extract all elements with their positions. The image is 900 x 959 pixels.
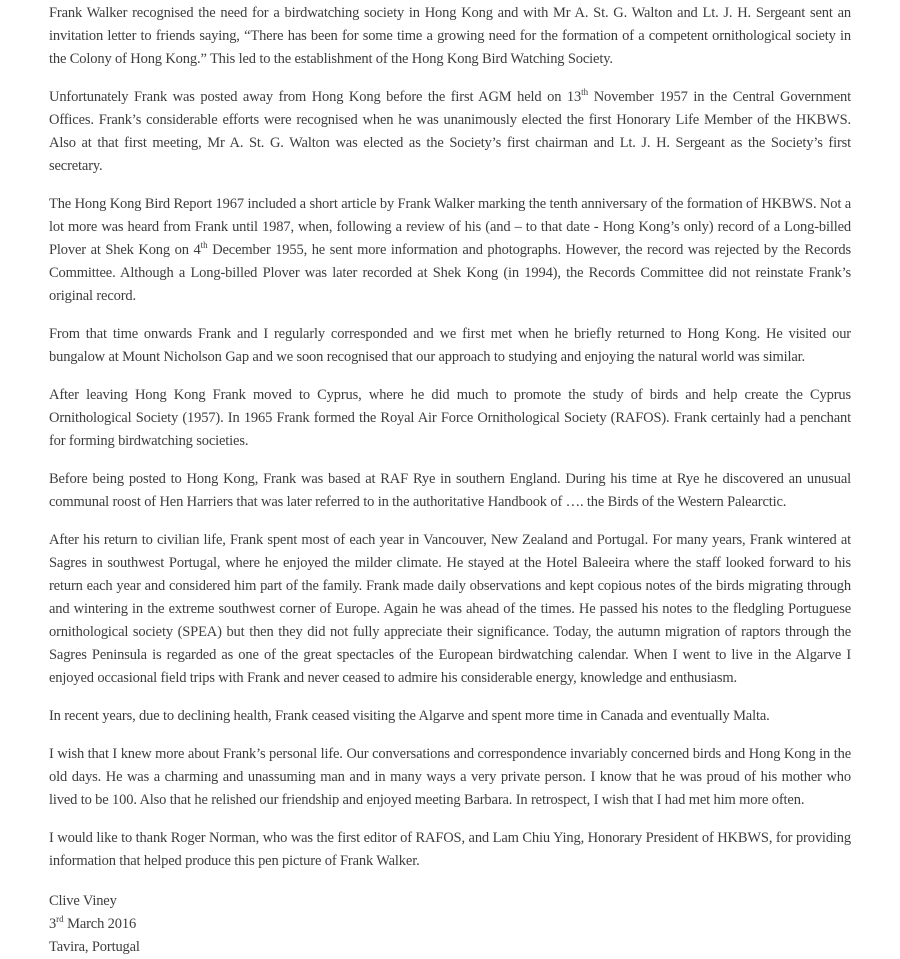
paragraph [49,529,855,690]
document-body [49,2,855,873]
text-run: Before being posted to Hong Kong, Frank was based at RAF Rye in southern England. During his time at Rye he discovered an unusual communal roost of Hen Harriers that was later referred to in the authoritative Handbook of …. the Birds of the Western Palearctic. [49,471,855,510]
text-run: Frank Walker recognised the need for a birdwatching society in Hong Kong and with Mr A. St. G. Walton and Lt. J. H. Sergeant sent an invitation letter to friends saying, “There has been for some time a growing need for the formation of a competent ornithological society in the Colony of Hong Kong.” This led to the establishment of the Hong Kong Bird Watching Society. [49,5,855,67]
signature-line [49,890,851,913]
ordinal-superscript: rd [56,914,64,925]
text-run: After his return to civilian life, Frank spent most of each year in Vancouver, New Zealand and Portugal. For many years, Frank wintered at Sagres in southwest Portugal, where he enjoyed the milder climate. He stayed at the Hotel Baleeira where the staff looked forward to his return each year and considered him part of the family. Frank made daily observations and kept copious notes of the birds migrating through and wintering in the extreme southwest corner of Europe. Again he was ahead of the times. He passed his notes to the fledgling Portuguese ornithological society (SPEA) but then they did not fully appreciate their significance. Today, the autumn migration of raptors through the Sagres Peninsula is regarded as one of the great spectacles of the European birdwatching calendar. When I went to live in the Algarve I enjoyed occasional field trips with Frank and never ceased to admire his considerable energy, knowledge and enthusiasm. [49,532,855,686]
paragraph [49,468,855,514]
paragraph [49,193,855,308]
paragraph [49,705,851,728]
text-run: From that time onwards Frank and I regularly corresponded and we first met when he briefly returned to Hong Kong. He visited our bungalow at Mount Nicholson Gap and we soon recognised that our approach to studying and enjoying the natural world was similar. [49,326,855,365]
signature-line [49,936,851,959]
text-run: Clive Viney [49,893,117,909]
text-run: March 2016 [63,916,137,932]
text-run: Tavira, Portugal [49,939,140,955]
text-run: I wish that I knew more about Frank’s personal life. Our conversations and correspondence invariably concerned birds and Hong Kong in the old days. He was a charming and unassuming man and in many ways a very private person. I know that he was proud of his mother who lived to be 100. Also that he relished our friendship and enjoyed meeting Barbara. In retrospect, I wish that I had met him more often. [49,746,855,808]
text-run: Unfortunately Frank was posted away from Hong Kong before the first AGM held on 13 [49,89,582,105]
text-run: After leaving Hong Kong Frank moved to Cyprus, where he did much to promote the study of birds and help create the Cyprus Ornithological Society (1957). In 1965 Frank formed the Royal Air Force Ornithological Society (RAFOS). Frank certainly had a penchant for forming birdwatching societies. [49,387,855,449]
signature-block [49,890,851,959]
text-run: I would like to thank Roger Norman, who was the first editor of RAFOS, and Lam Chiu Ying, Honorary President of HKBWS, for providing information that helped produce this pen picture of Frank Walker. [49,830,855,869]
text-run: November 1957 in the Central Government Offices. Frank’s considerable efforts were recognised when he was unanimously elected the first Honorary Life Member of the HKBWS. Also at that first meeting, Mr A. St. G. Walton was elected as the Society’s first chairman and Lt. J. H. Sergeant as the Society’s first secretary. [49,89,855,174]
ordinal-superscript: th [200,240,208,251]
text-run: The Hong Kong Bird Report 1967 included a short article by Frank Walker marking the tenth anniversary of the formation of HKBWS. Not a lot more was heard from Frank until 1987, when, following a review of his (and – to that date - Hong Kong’s only) record of a Long-billed Plover at Shek Kong on 4 [49,196,855,258]
ordinal-superscript: th [581,87,589,98]
text-run: In recent years, due to declining health, Frank ceased visiting the Algarve and spent more time in Canada and eventually Malta. [49,708,770,724]
paragraph [49,323,855,369]
text-run: December 1955, he sent more information and photographs. However, the record was rejected by the Records Committee. Although a Long-billed Plover was later recorded at Shek Kong (in 1994), the Records Committee did not reinstate Frank’s original record. [49,242,855,304]
paragraph [49,827,855,873]
paragraph [49,743,855,812]
signature-line [49,913,851,936]
paragraph [49,384,855,453]
paragraph [49,2,855,71]
text-run: 3 [49,916,57,932]
paragraph [49,86,855,178]
